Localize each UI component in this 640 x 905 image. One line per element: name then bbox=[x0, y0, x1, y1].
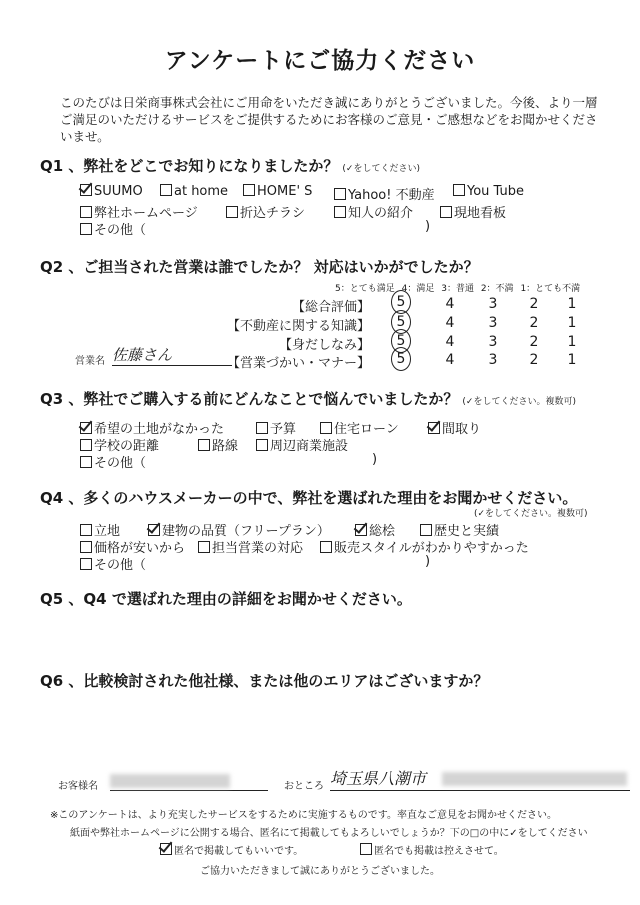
q3-option-loan[interactable]: 住宅ローン bbox=[320, 418, 399, 437]
q3-option-floorplan[interactable]: 間取り bbox=[428, 418, 481, 437]
checkbox-icon[interactable] bbox=[334, 206, 346, 218]
q2-rating-knowledge-3[interactable]: 3 bbox=[488, 315, 498, 331]
checkbox-icon[interactable] bbox=[160, 184, 172, 196]
q3-other-close: ) bbox=[372, 452, 378, 467]
checkbox-checked-icon[interactable] bbox=[80, 184, 92, 196]
q5-answer-area[interactable] bbox=[60, 610, 600, 662]
q2-row-label-knowledge: 【不動産に関する知識】 bbox=[226, 319, 370, 334]
q4-option-history[interactable]: 歴史と実績 bbox=[420, 520, 499, 539]
q2-rating-appearance-5[interactable]: 5 bbox=[391, 329, 411, 353]
q3-option-line[interactable]: 路線 bbox=[198, 435, 238, 454]
checkbox-icon[interactable] bbox=[198, 541, 210, 553]
checkbox-icon[interactable] bbox=[256, 422, 268, 434]
q4-option-cypress[interactable]: 総桧 bbox=[355, 520, 395, 539]
q4-option-location[interactable]: 立地 bbox=[80, 520, 120, 539]
q1-option-yahoo[interactable]: Yahoo! 不動産 bbox=[334, 184, 435, 203]
thanks-text: ご協力いただきまして誠にありがとうございました。 bbox=[200, 866, 440, 877]
page-title: アンケートにご協力ください bbox=[164, 48, 476, 74]
checkbox-icon[interactable] bbox=[80, 223, 92, 235]
q2-rating-appearance-1[interactable]: 1 bbox=[567, 334, 577, 350]
q2-scale-legend: 5：とても満足 4：満足 3：普通 2：不満 1：とても不満 bbox=[335, 284, 581, 294]
q2-rating-manners-5[interactable]: 5 bbox=[391, 347, 411, 371]
q2-rating-manners-3[interactable]: 3 bbox=[488, 352, 498, 368]
checkbox-checked-icon[interactable] bbox=[148, 524, 160, 536]
q1-option-other[interactable]: その他（ bbox=[80, 219, 146, 238]
q2-row-label-manners: 【営業づかい・マナー】 bbox=[226, 356, 370, 371]
intro-text: このたびは日栄商事株式会社にご用命をいただき誠にありがとうございました。今後、より一層ご満足のいただけるサービスをご提供するためにお客様のご意見・ご感想などをお聞かせくださいませ。 bbox=[60, 95, 598, 144]
publish-ok-option[interactable]: 匿名で掲載してもいいです。 bbox=[160, 842, 303, 857]
publish-no-option[interactable]: 匿名でも掲載は控えさせて。 bbox=[360, 842, 504, 857]
address-label: おところ bbox=[284, 781, 324, 792]
q3-title: Q3 、弊社でご購入する前にどんなことで悩んでいましたか？ (✓をしてください。複数可) bbox=[40, 390, 576, 408]
q1-option-youtube[interactable]: You Tube bbox=[453, 184, 524, 199]
q2-rating-overall-4[interactable]: 4 bbox=[445, 296, 455, 312]
checkbox-icon[interactable] bbox=[320, 541, 332, 553]
q2-title: Q2 、ご担当された営業は誰でしたか？ 対応はいかがでしたか？ bbox=[40, 258, 479, 276]
q4-note: (✓をしてください。複数可) bbox=[474, 509, 588, 519]
checkbox-icon[interactable] bbox=[453, 184, 465, 196]
checkbox-icon[interactable] bbox=[243, 184, 255, 196]
q1-other-close: ) bbox=[425, 219, 431, 234]
checkbox-icon[interactable] bbox=[80, 541, 92, 553]
q2-rating-appearance-3[interactable]: 3 bbox=[488, 334, 498, 350]
q6-answer-area[interactable] bbox=[60, 692, 600, 742]
checkbox-icon[interactable] bbox=[80, 456, 92, 468]
publish-note: 紙面や弊社ホームページに公開する場合、匿名にて掲載してもよろしいでしょうか？下の□の中に✓をしてください bbox=[70, 828, 588, 839]
q1-option-flyer[interactable]: 折込チラシ bbox=[226, 202, 305, 221]
q2-row-label-overall: 【総合評価】 bbox=[291, 300, 370, 315]
sales-name-label: 営業名 bbox=[75, 356, 105, 367]
q1-title: Q1 、弊社をどこでお知りになりましたか？ (✓をしてください) bbox=[40, 157, 420, 175]
q3-option-budget[interactable]: 予算 bbox=[256, 418, 296, 437]
customer-name-field[interactable] bbox=[110, 772, 268, 791]
q4-option-quality[interactable]: 建物の品質（フリープラン） bbox=[148, 520, 330, 539]
q2-rating-knowledge-4[interactable]: 4 bbox=[445, 315, 455, 331]
checkbox-icon[interactable] bbox=[198, 439, 210, 451]
checkbox-icon[interactable] bbox=[440, 206, 452, 218]
q3-option-commercial[interactable]: 周辺商業施設 bbox=[256, 435, 348, 454]
q2-rating-appearance-2[interactable]: 2 bbox=[529, 334, 539, 350]
q2-rating-manners-1[interactable]: 1 bbox=[567, 352, 577, 368]
q2-rating-knowledge-5[interactable]: 5 bbox=[391, 310, 411, 334]
q4-other-close: ) bbox=[425, 554, 431, 569]
q2-rating-manners-2[interactable]: 2 bbox=[529, 352, 539, 368]
address-field[interactable]: 埼玉県八潮市 bbox=[330, 766, 630, 791]
redacted-name bbox=[110, 774, 230, 788]
q2-rating-overall-5[interactable]: 5 bbox=[391, 290, 411, 314]
q4-option-price[interactable]: 価格が安いから bbox=[80, 537, 185, 556]
checkbox-icon[interactable] bbox=[320, 422, 332, 434]
checkbox-icon[interactable] bbox=[80, 439, 92, 451]
q3-option-school[interactable]: 学校の距離 bbox=[80, 435, 159, 454]
q2-rating-overall-1[interactable]: 1 bbox=[567, 296, 577, 312]
q2-rating-manners-4[interactable]: 4 bbox=[445, 352, 455, 368]
q1-option-suumo[interactable]: SUUMO bbox=[80, 184, 143, 199]
q2-rating-appearance-4[interactable]: 4 bbox=[445, 334, 455, 350]
q3-option-no-land[interactable]: 希望の土地がなかった bbox=[80, 418, 224, 437]
checkbox-checked-icon[interactable] bbox=[80, 422, 92, 434]
checkbox-icon[interactable] bbox=[226, 206, 238, 218]
checkbox-icon[interactable] bbox=[334, 188, 346, 200]
q6-title: Q6 、比較検討された他社様、または他のエリアはございますか？ bbox=[40, 672, 489, 690]
q3-option-other[interactable]: その他（ bbox=[80, 452, 146, 471]
checkbox-icon[interactable] bbox=[360, 843, 372, 855]
q2-rating-overall-3[interactable]: 3 bbox=[488, 296, 498, 312]
q1-option-referral[interactable]: 知人の紹介 bbox=[334, 202, 413, 221]
q2-rating-knowledge-1[interactable]: 1 bbox=[567, 315, 577, 331]
q4-title: Q4 、多くのハウスメーカーの中で、弊社を選ばれた理由をお聞かせください。 bbox=[40, 489, 578, 507]
q1-option-athome[interactable]: at home bbox=[160, 184, 228, 199]
q1-option-signboard[interactable]: 現地看板 bbox=[440, 202, 506, 221]
q2-rating-overall-2[interactable]: 2 bbox=[529, 296, 539, 312]
privacy-note: ※このアンケートは、より充実したサービスをするために実施するものです。率直なご意見をお聞かせください。 bbox=[50, 810, 557, 821]
checkbox-icon[interactable] bbox=[80, 558, 92, 570]
redacted-address bbox=[442, 772, 627, 786]
sales-name-field[interactable]: 佐藤さん bbox=[112, 344, 232, 366]
checkbox-checked-icon[interactable] bbox=[428, 422, 440, 434]
checkbox-icon[interactable] bbox=[256, 439, 268, 451]
customer-name-label: お客様名 bbox=[58, 781, 98, 792]
q2-rating-knowledge-2[interactable]: 2 bbox=[529, 315, 539, 331]
q2-row-label-appearance: 【身だしなみ】 bbox=[278, 338, 370, 353]
q1-option-homes[interactable]: HOME' S bbox=[243, 184, 312, 199]
q4-option-other[interactable]: その他（ bbox=[80, 554, 146, 573]
q5-title: Q5 、Q4 で選ばれた理由の詳細をお聞かせください。 bbox=[40, 590, 412, 608]
checkbox-icon[interactable] bbox=[80, 524, 92, 536]
checkbox-checked-icon[interactable] bbox=[160, 843, 172, 855]
q4-option-sales[interactable]: 担当営業の対応 bbox=[198, 537, 303, 556]
q1-option-homepage[interactable]: 弊社ホームページ bbox=[80, 202, 198, 221]
checkbox-checked-icon[interactable] bbox=[355, 524, 367, 536]
checkbox-icon[interactable] bbox=[420, 524, 432, 536]
checkbox-icon[interactable] bbox=[80, 206, 92, 218]
q4-option-style[interactable]: 販売スタイルがわかりやすかった bbox=[320, 537, 529, 556]
